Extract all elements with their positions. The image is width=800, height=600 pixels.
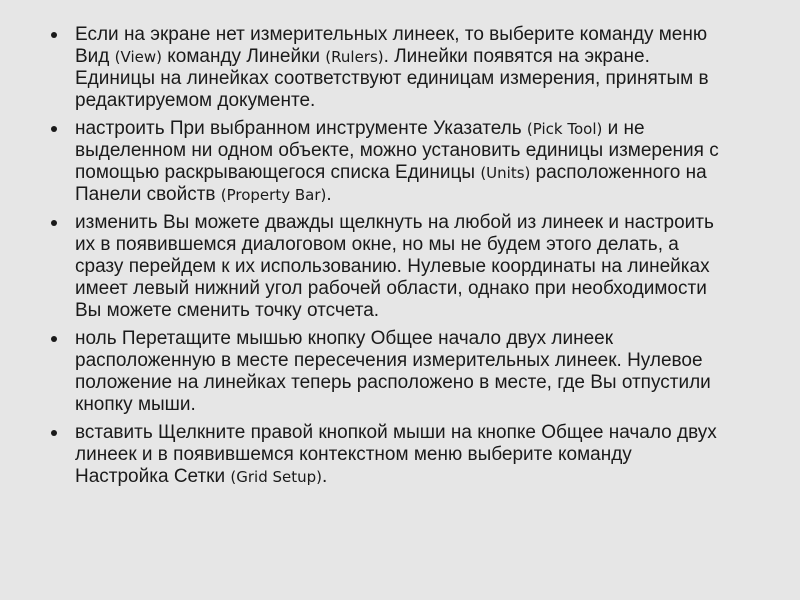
bullet-text-segment: .	[326, 184, 332, 205]
bullet-item	[47, 328, 727, 416]
bullet-dot-icon	[51, 430, 57, 436]
bullet-item	[47, 118, 727, 206]
bullet-text-segment: команду Линейки	[161, 46, 326, 67]
bullet-dot-icon	[51, 336, 57, 342]
bullet-dot-icon	[51, 126, 57, 132]
bullet-text-segment: и не выделенном ни одном объекте, можно установить единицы измерения с помощью раскрывающегося списка Единицы	[75, 118, 719, 183]
bullet-term: (Units)	[480, 164, 531, 182]
bullet-list	[47, 24, 727, 494]
bullet-text	[75, 212, 727, 322]
bullet-text-segment: . Линейки появятся на экране. Единицы на линейках соответствуют единицам измерения, принятым в редактируемом документе.	[75, 46, 709, 111]
bullet-text-segment: .	[322, 466, 328, 487]
bullet-item	[47, 24, 727, 112]
bullet-text-segment: настроить При выбранном инструменте Указатель	[75, 118, 527, 139]
bullet-text	[75, 422, 727, 488]
bullet-term: (Rulers)	[325, 48, 384, 66]
bullet-dot-icon	[51, 220, 57, 226]
bullet-term: (Grid Setup)	[230, 468, 323, 486]
bullet-item	[47, 212, 727, 322]
bullet-text-segment: вставить Щелкните правой кнопкой мыши на кнопке Общее начало двух линеек и в появившемся контекстном меню выберите команду Настройка Сетки	[75, 422, 717, 487]
bullet-text	[75, 118, 727, 206]
bullet-term: (Pick Tool)	[526, 120, 603, 138]
bullet-term: (View)	[114, 48, 162, 66]
bullet-text	[75, 328, 727, 416]
bullet-text-segment: ноль Перетащите мышью кнопку Общее начало двух линеек расположенную в месте пересечения измерительных линеек. Нулевое положение на линейках теперь расположено в месте, где Вы отпустили кнопку мыши.	[75, 328, 711, 415]
bullet-term: (Property Bar)	[220, 186, 327, 204]
bullet-text-segment: расположенного на Панели свойств	[75, 162, 707, 205]
bullet-text-segment: Если на экране нет измерительных линеек, то выберите команду меню Вид	[75, 24, 708, 67]
bullet-text-segment: изменить Вы можете дважды щелкнуть на любой из линеек и настроить их в появившемся диалоговом окне, но мы не будем этого делать, а сразу перейдем к их использованию. Нулевые координаты на линейках имеет левый нижний угол рабочей области, однако при необходимости Вы можете сменить точку отсчета.	[75, 212, 714, 321]
bullet-text	[75, 24, 727, 112]
bullet-item	[47, 422, 727, 488]
bullet-dot-icon	[51, 32, 57, 38]
